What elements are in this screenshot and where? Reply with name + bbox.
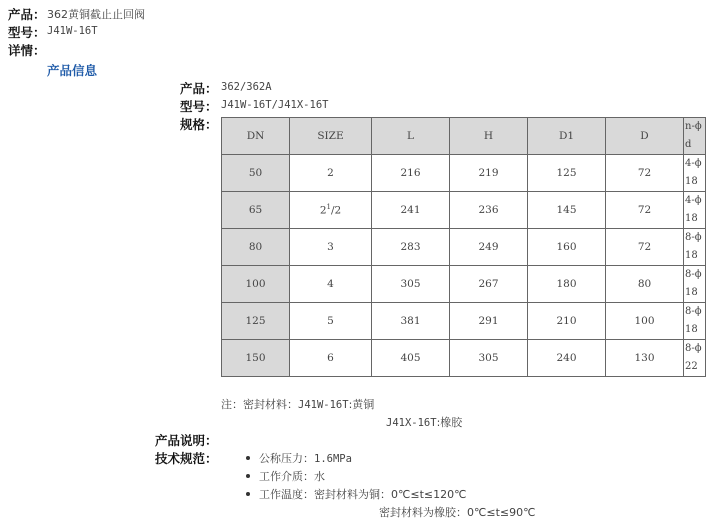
- table-row: [222, 340, 706, 377]
- model-value: J41W-16T: [47, 25, 98, 37]
- info-spec-label: 规格：: [180, 117, 218, 132]
- cell-dn: 65: [222, 192, 290, 229]
- cell-dn: 150: [222, 340, 290, 377]
- product-desc-label: 产品说明：: [155, 433, 218, 448]
- cell-dn: 125: [222, 303, 290, 340]
- cell-d: 100: [606, 303, 684, 340]
- size-sup: 1: [326, 203, 331, 212]
- bullet-icon: [246, 474, 250, 478]
- cell-h: 305: [450, 340, 528, 377]
- size-main: 6: [327, 352, 334, 364]
- size-main: 2: [319, 204, 327, 217]
- header-l: L: [372, 118, 450, 155]
- cell-nd: 8-ϕ18: [684, 303, 706, 340]
- bullet-icon: [246, 492, 250, 496]
- cell-d1: 180: [528, 266, 606, 303]
- cell-nd: 4-ϕ18: [684, 155, 706, 192]
- cell-nd: 8-ϕ18: [684, 229, 706, 266]
- cell-d1: 125: [528, 155, 606, 192]
- table-row: [222, 192, 706, 229]
- tech-spec-label: 技术规范：: [155, 451, 218, 466]
- cell-h: 249: [450, 229, 528, 266]
- cell-d: 72: [606, 155, 684, 192]
- cell-nd: 8-ϕ18: [684, 266, 706, 303]
- tech-pressure: [259, 450, 352, 466]
- cell-d: 80: [606, 266, 684, 303]
- cell-d: 72: [606, 192, 684, 229]
- cell-d1: 210: [528, 303, 606, 340]
- cell-l: 305: [372, 266, 450, 303]
- cell-d1: 240: [528, 340, 606, 377]
- cell-size: [290, 340, 372, 377]
- cell-size: [290, 192, 372, 229]
- cell-h: 236: [450, 192, 528, 229]
- table-row: [222, 266, 706, 303]
- table-header-row: [222, 118, 706, 155]
- header-d1: D1: [528, 118, 606, 155]
- header-nd: n-ϕd: [684, 118, 706, 155]
- cell-d: 72: [606, 229, 684, 266]
- cell-size: [290, 303, 372, 340]
- header-h: H: [450, 118, 528, 155]
- cell-l: 381: [372, 303, 450, 340]
- size-main: 3: [327, 241, 334, 253]
- details-label: 详情：: [8, 43, 46, 58]
- header-size: SIZE: [290, 118, 372, 155]
- table-row: [222, 303, 706, 340]
- table-row: [222, 229, 706, 266]
- cell-l: 405: [372, 340, 450, 377]
- cell-l: 241: [372, 192, 450, 229]
- note-line-1: [221, 396, 374, 412]
- pressure-label: 公称压力：: [259, 452, 314, 465]
- size-tail: /2: [330, 204, 342, 217]
- product-value: 362黄铜截止止回阀: [47, 8, 145, 21]
- cell-d1: 145: [528, 192, 606, 229]
- info-model-label: 型号：: [180, 99, 218, 114]
- cell-nd: 8-ϕ22: [684, 340, 706, 377]
- size-main: 2: [327, 167, 334, 179]
- pressure-value: 1.6MPa: [314, 453, 352, 465]
- cell-d: 130: [606, 340, 684, 377]
- note-line-2: [386, 414, 462, 430]
- section-title: 产品信息: [47, 63, 98, 78]
- bullet-icon: [246, 456, 250, 460]
- cell-size: [290, 266, 372, 303]
- note-prefix: 注：密封材料：: [221, 398, 298, 411]
- table-row: [222, 155, 706, 192]
- tech-medium: 工作介质：水: [259, 470, 325, 483]
- header-dn: DN: [222, 118, 290, 155]
- info-product-label: 产品：: [180, 81, 218, 96]
- header-d: D: [606, 118, 684, 155]
- tech-temperature-rubber: 密封材料为橡胶：0℃≤t≤90℃: [379, 506, 536, 519]
- cell-dn: 80: [222, 229, 290, 266]
- size-main: 5: [327, 315, 334, 327]
- cell-nd: 4-ϕ18: [684, 192, 706, 229]
- cell-size: [290, 155, 372, 192]
- cell-size: [290, 229, 372, 266]
- cell-h: 267: [450, 266, 528, 303]
- note-code-1: J41W-16T: [298, 399, 349, 411]
- spec-table: [221, 117, 706, 377]
- cell-d1: 160: [528, 229, 606, 266]
- cell-l: 216: [372, 155, 450, 192]
- cell-dn: 100: [222, 266, 290, 303]
- info-product-value: 362/362A: [221, 81, 272, 93]
- model-label: 型号：: [8, 25, 46, 40]
- tech-temperature: 工作温度：密封材料为铜：0℃≤t≤120℃: [259, 488, 467, 501]
- note-suffix-2: :橡胶: [436, 416, 463, 429]
- info-model-value: J41W-16T/J41X-16T: [221, 99, 329, 111]
- cell-l: 283: [372, 229, 450, 266]
- cell-h: 219: [450, 155, 528, 192]
- product-label: 产品：: [8, 7, 46, 22]
- cell-dn: 50: [222, 155, 290, 192]
- cell-h: 291: [450, 303, 528, 340]
- note-suffix-1: :黄铜: [348, 398, 375, 411]
- size-main: 4: [327, 278, 334, 290]
- note-code-2: J41X-16T: [386, 417, 437, 429]
